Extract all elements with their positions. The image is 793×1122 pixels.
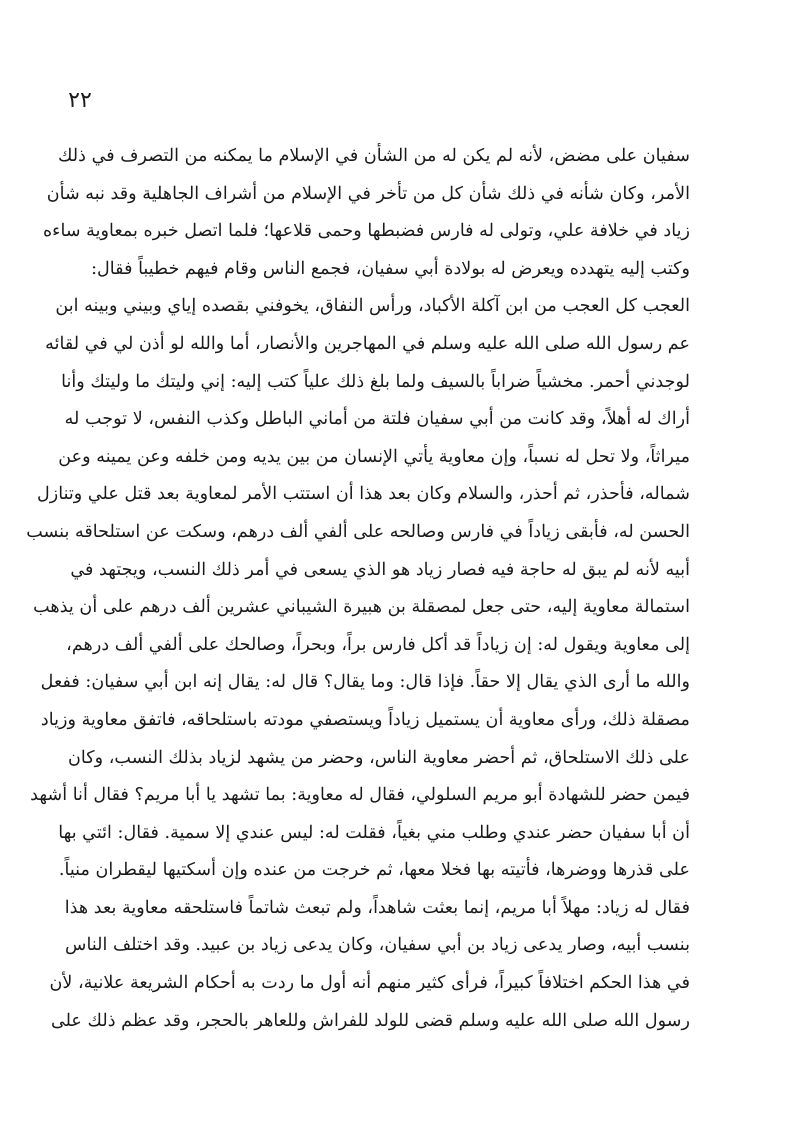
text-line: الحسن له، فأبقى زياداً في فارس وصالحه على ألفي ألف درهم، وسكت عن استلحاقه بنسب — [26, 521, 690, 542]
text-line: شماله، فأحذر، ثم أحذر، والسلام وكان بعد هذا أن استتب الأمر لمعاوية بعد قتل علي وتنازل — [36, 484, 690, 505]
text-line: أراك له أهلاً، وقد كانت من أبي سفيان فلتة من أماني الباطل وكذب النفس، لا توجب له — [64, 409, 690, 430]
body-text — [26, 138, 690, 1040]
text-line: في هذا الحكم اختلافاً كبيراً، فرأى كثير منهم أنه أول ما ردت به أحكام الشريعة علانية، لأن — [49, 973, 690, 994]
text-line: لوجدني أحمر. مخشياً ضراباً بالسيف ولما بلغ ذلك علياً كتب إليه: إني وليتك ما وليتك وأنا — [61, 371, 690, 392]
text-line: وكتب إليه يتهدده ويعرض له بولادة أبي سفيان، فجمع الناس وقام فيهم خطيباً فقال: — [91, 258, 690, 279]
text-line: مصقلة ذلك، ورأى معاوية أن يستميل زياداً ويستصفي مودته باستلحاقه، فاتفق معاوية وزياد — [40, 709, 690, 730]
text-line: سفيان على مضض، لأنه لم يكن له من الشأن في الإسلام ما يمكنه من التصرف في ذلك — [57, 146, 690, 166]
text-line: على ذلك الاستلحاق، ثم أحضر معاوية الناس، وحضر من يشهد لزياد بذلك النسب، وكان — [68, 747, 690, 768]
text-line: فيمن حضر للشهادة أبو مريم السلولي، فقال له معاوية: بما تشهد يا أبا مريم؟ فقال أنا أشهد — [30, 785, 690, 806]
text-line: على قذرها ووضرها، فأتيته بها فخلا معها، ثم خرجت من عنده وإن أسكتيها ليقطران منياً. — [58, 860, 690, 881]
text-line: العجب كل العجب من ابن آكلة الأكباد، ورأس النفاق، يخوفني بقصده إياي وبيني وبينه ابن — [55, 296, 690, 317]
text-line: فقال له زياد: مهلاً أبا مريم، إنما بعثت شاهداً، ولم تبعث شاتماً فاستلحقه معاوية بعد هذا — [64, 897, 690, 918]
text-line: والله ما أرى الذي يقال إلا حقاً. فإذا قال: وما يقال؟ قال له: يقال إنه ابن أبي سفيان: ففعل — [40, 672, 690, 693]
text-line: إلى معاوية ويقول له: إن زياداً قد أكل فارس براً، وبحراً، وصالحك على ألفي ألف درهم، — [66, 634, 690, 655]
text-line: أن أبا سفيان حضر عندي وطلب مني بغياً، فقلت له: ليس عندي إلا سمية. فقال: ائتي بها — [58, 822, 690, 843]
text-line: ميراثاً، ولا تحل له نسباً، وإن معاوية يأتي الإنسان من بين يديه ومن خلفه وعن يمينه وعن — [58, 446, 690, 467]
text-line: بنسب أبيه، وصار يدعى زياد بن أبي سفيان، وكان يدعى زياد بن عبيد. وقد اختلف الناس — [64, 935, 690, 956]
page-number: ٢٢ — [68, 88, 92, 113]
text-line: استمالة معاوية إليه، حتى جعل لمصقلة بن هبيرة الشيباني عشرين ألف درهم على أن يذهب — [33, 597, 690, 618]
text-line: أبيه لأنه لم يبق له حاجة فيه فصار زياد هو الذي يسعى في أمر ذلك النسب، ويجتهد في — [70, 559, 690, 580]
text-line: عم رسول الله صلى الله عليه وسلم في المهاجرين والأنصار، أما والله لو أذن لي في لقائه — [45, 333, 690, 354]
text-line: الأمر، وكان شأنه في ذلك شأن كل من تأخر في الإسلام من أشراف الجاهلية وقد نبه شأن — [46, 183, 690, 204]
text-line: رسول الله صلى الله عليه وسلم قضى للولد للفراش وللعاهر بالحجر، وقد عظم ذلك على — [50, 1010, 690, 1031]
text-line: زياد في خلافة علي، وتولى له فارس فضبطها وحمى قلاعها؛ فلما اتصل خبره بمعاوية ساءه — [42, 221, 690, 242]
